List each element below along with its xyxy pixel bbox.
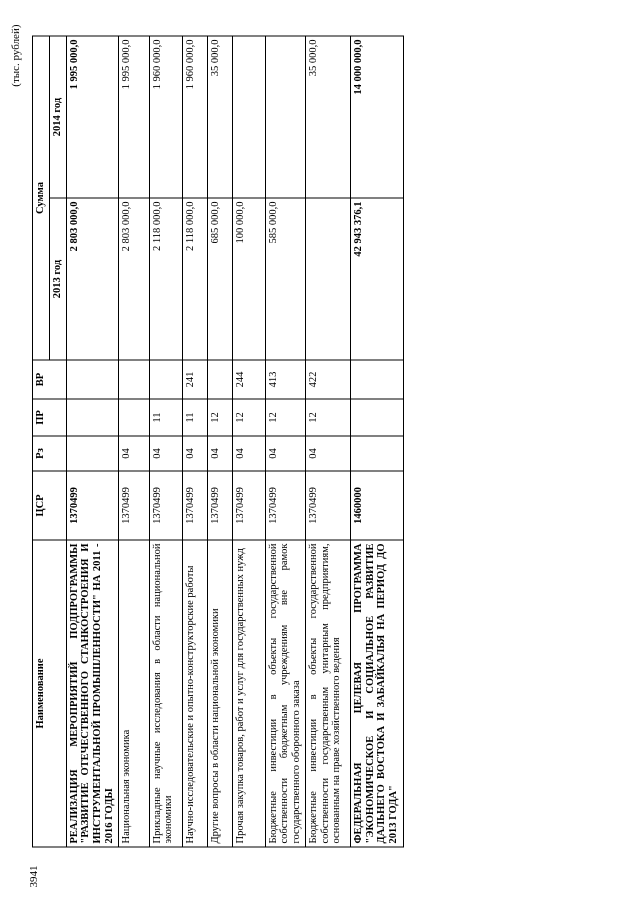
table-row xyxy=(265,36,305,847)
column-header-pr: ПР xyxy=(33,399,67,436)
cell-2014: 14 000 000,0 xyxy=(350,36,403,198)
cell-csr: 1370499 xyxy=(265,471,305,540)
cell-csr: 1370499 xyxy=(207,471,232,540)
cell-rz xyxy=(66,436,118,471)
cell-rz: 04 xyxy=(232,436,265,471)
cell-2013: 42 943 376,1 xyxy=(350,198,403,360)
cell-2014 xyxy=(265,36,305,198)
cell-rz: 04 xyxy=(118,436,149,471)
cell-vr xyxy=(350,360,403,399)
cell-csr: 1370499 xyxy=(66,471,118,540)
cell-pr: 12 xyxy=(232,399,265,436)
cell-pr: 12 xyxy=(305,399,350,436)
cell-2013: 685 000,0 xyxy=(207,198,232,360)
table-row xyxy=(66,36,118,847)
cell-pr: 11 xyxy=(182,399,207,436)
cell-name: Прочая закупка товаров, работ и услуг для государственных нужд xyxy=(232,540,265,847)
table-row xyxy=(118,36,149,847)
cell-csr: 1370499 xyxy=(182,471,207,540)
cell-rz xyxy=(350,436,403,471)
cell-2014: 1 960 000,0 xyxy=(182,36,207,198)
cell-csr: 1370499 xyxy=(149,471,182,540)
cell-name: Научно-исследовательские и опытно-конструкторские работы xyxy=(182,540,207,847)
column-header-name: Наименование xyxy=(33,540,67,847)
cell-2013: 2 118 000,0 xyxy=(182,198,207,360)
cell-2013: 100 000,0 xyxy=(232,198,265,360)
table-row xyxy=(232,36,265,847)
table-row xyxy=(207,36,232,847)
column-header-sum: Сумма xyxy=(33,36,50,360)
cell-2014: 35 000,0 xyxy=(207,36,232,198)
cell-name: Бюджетные инвестиции в объекты государственной собственности государственным унитарным предприятиям, основанным на праве хозяйственного ведения xyxy=(305,540,350,847)
cell-pr xyxy=(66,399,118,436)
cell-pr: 12 xyxy=(265,399,305,436)
cell-rz: 04 xyxy=(149,436,182,471)
cell-csr: 1370499 xyxy=(118,471,149,540)
cell-vr xyxy=(149,360,182,399)
units-note: (тыс. рублей) xyxy=(10,24,22,87)
cell-vr: 244 xyxy=(232,360,265,399)
cell-name: ФЕДЕРАЛЬНАЯ ЦЕЛЕВАЯ ПРОГРАММА "ЭКОНОМИЧЕСКОЕ И СОЦИАЛЬНОЕ РАЗВИТИЕ ДАЛЬНЕГО ВОСТОКА И ЗАБАЙКАЛЬЯ НА ПЕРИОД ДО 2013 ГОДА" xyxy=(350,540,403,847)
cell-pr xyxy=(118,399,149,436)
cell-rz: 04 xyxy=(305,436,350,471)
page-number: 3941 xyxy=(28,865,40,887)
cell-pr: 11 xyxy=(149,399,182,436)
cell-2013: 585 000,0 xyxy=(265,198,305,360)
cell-name: Другие вопросы в области национальной экономики xyxy=(207,540,232,847)
header-row-top xyxy=(33,36,50,847)
cell-csr: 1370499 xyxy=(232,471,265,540)
cell-2013: 2 118 000,0 xyxy=(149,198,182,360)
table-row xyxy=(182,36,207,847)
cell-2013: 2 803 000,0 xyxy=(118,198,149,360)
cell-rz: 04 xyxy=(207,436,232,471)
column-header-year-2014: 2014 год xyxy=(49,36,66,198)
cell-csr: 1370499 xyxy=(305,471,350,540)
cell-vr: 413 xyxy=(265,360,305,399)
cell-2014 xyxy=(232,36,265,198)
cell-vr xyxy=(207,360,232,399)
cell-2013: 2 803 000,0 xyxy=(66,198,118,360)
cell-vr: 422 xyxy=(305,360,350,399)
table-row xyxy=(149,36,182,847)
table-header xyxy=(33,36,67,847)
cell-2014: 1 995 000,0 xyxy=(118,36,149,198)
cell-vr: 241 xyxy=(182,360,207,399)
column-header-vr: ВР xyxy=(33,360,67,399)
cell-name: Прикладные научные исследования в области национальной экономики xyxy=(149,540,182,847)
cell-csr: 1460000 xyxy=(350,471,403,540)
table-row xyxy=(350,36,403,847)
column-header-csr: ЦСР xyxy=(33,471,67,540)
cell-vr xyxy=(66,360,118,399)
budget-table xyxy=(32,35,404,847)
cell-2014: 1 995 000,0 xyxy=(66,36,118,198)
table-body xyxy=(66,36,403,847)
cell-2013 xyxy=(305,198,350,360)
cell-2014: 1 960 000,0 xyxy=(149,36,182,198)
cell-name: РЕАЛИЗАЦИЯ МЕРОПРИЯТИЙ ПОДПРОГРАММЫ "РАЗВИТИЕ ОТЕЧЕСТВЕННОГО СТАНКОСТРОЕНИЯ И ИНСТРУМЕНТАЛЬНОЙ ПРОМЫШЛЕННОСТИ" НА 2011 - 2016 ГОДЫ xyxy=(66,540,118,847)
cell-rz: 04 xyxy=(182,436,207,471)
cell-pr: 12 xyxy=(207,399,232,436)
cell-name: Национальная экономика xyxy=(118,540,149,847)
column-header-year-2013: 2013 год xyxy=(49,198,66,360)
cell-2014: 35 000,0 xyxy=(305,36,350,198)
cell-rz: 04 xyxy=(265,436,305,471)
table-row xyxy=(305,36,350,847)
column-header-rz: Рз xyxy=(33,436,67,471)
cell-pr xyxy=(350,399,403,436)
cell-name: Бюджетные инвестиции в объекты государственной собственности бюджетным учреждениям вне рамок государственного оборонного заказа xyxy=(265,540,305,847)
cell-vr xyxy=(118,360,149,399)
